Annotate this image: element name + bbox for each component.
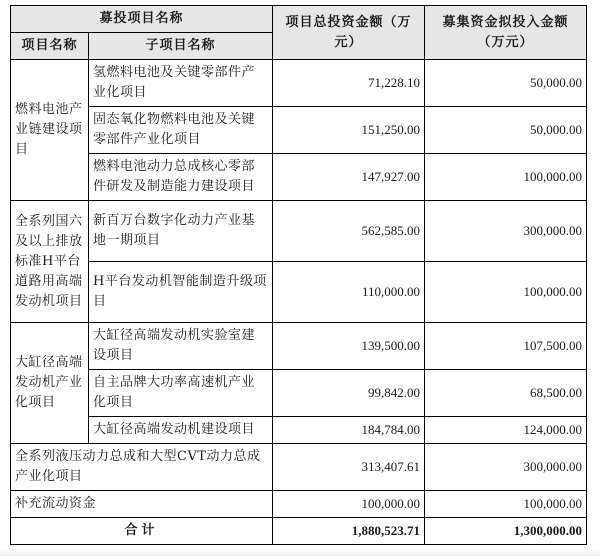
grand-total-raised: 1,300,000.00 <box>425 518 587 545</box>
raised-cell: 100,000.00 <box>425 262 587 323</box>
header-row-1 <box>11 6 587 33</box>
grand-total-investment: 1,880,523.71 <box>273 518 425 545</box>
header-subproject-name: 子项目名称 <box>89 33 273 60</box>
raised-cell: 100,000.00 <box>425 491 587 518</box>
project-cell: 全系列国六及以上排放标准H平台道路用高端发动机项目 <box>11 201 89 323</box>
header-project-name: 项目名称 <box>11 33 89 60</box>
raised-cell: 124,000.00 <box>425 417 587 444</box>
total-cell: 562,585.00 <box>273 201 425 262</box>
total-cell: 71,228.10 <box>273 60 425 107</box>
header-raised-funds: 募集资金拟投入金额（万元） <box>425 6 587 60</box>
subproject-cell: 氢燃料电池及关键零部件产业化项目 <box>89 60 273 107</box>
total-cell: 151,250.00 <box>273 107 425 154</box>
table-row <box>11 262 587 323</box>
subproject-cell: H平台发动机智能制造升级项目 <box>89 262 273 323</box>
page-bottom-edge <box>0 548 600 556</box>
project-cell: 燃料电池产业链建设项目 <box>11 60 89 201</box>
table-row <box>11 323 587 370</box>
total-cell: 313,407.61 <box>273 444 425 491</box>
subproject-cell: 新百万台数字化动力产业基地一期项目 <box>89 201 273 262</box>
subproject-cell: 大缸径高端发动机建设项目 <box>89 417 273 444</box>
total-cell: 100,000.00 <box>273 491 425 518</box>
table-row <box>11 60 587 107</box>
raised-cell: 300,000.00 <box>425 201 587 262</box>
total-row <box>11 518 587 545</box>
header-total-investment: 项目总投资金额（万元） <box>273 6 425 60</box>
raised-cell: 68,500.00 <box>425 370 587 417</box>
project-cell: 大缸径高端发动机产业化项目 <box>11 323 89 444</box>
table-row <box>11 491 587 518</box>
table-row <box>11 107 587 154</box>
fund-usage-table-container <box>10 5 586 545</box>
subproject-cell: 燃料电池动力总成核心零部件研发及制造能力建设项目 <box>89 154 273 201</box>
table-row <box>11 370 587 417</box>
subproject-cell: 大缸径高端发动机实验室建设项目 <box>89 323 273 370</box>
total-label: 合计 <box>11 518 273 545</box>
total-cell: 99,842.00 <box>273 370 425 417</box>
table-row <box>11 417 587 444</box>
total-cell: 139,500.00 <box>273 323 425 370</box>
total-cell: 110,000.00 <box>273 262 425 323</box>
total-cell: 184,784.00 <box>273 417 425 444</box>
total-cell: 147,927.00 <box>273 154 425 201</box>
table-row <box>11 201 587 262</box>
subproject-cell: 自主品牌大功率高速机产业化项目 <box>89 370 273 417</box>
header-group-label: 募投项目名称 <box>11 6 273 33</box>
raised-cell: 100,000.00 <box>425 154 587 201</box>
project-cell: 补充流动资金 <box>11 491 273 518</box>
raised-cell: 50,000.00 <box>425 107 587 154</box>
raised-cell: 50,000.00 <box>425 60 587 107</box>
subproject-cell: 固态氧化物燃料电池及关键零部件产业化项目 <box>89 107 273 154</box>
table-row <box>11 154 587 201</box>
raised-cell: 107,500.00 <box>425 323 587 370</box>
raised-cell: 300,000.00 <box>425 444 587 491</box>
project-cell: 全系列液压动力总成和大型CVT动力总成产业化项目 <box>11 444 273 491</box>
fund-usage-table <box>10 5 587 545</box>
table-row <box>11 444 587 491</box>
